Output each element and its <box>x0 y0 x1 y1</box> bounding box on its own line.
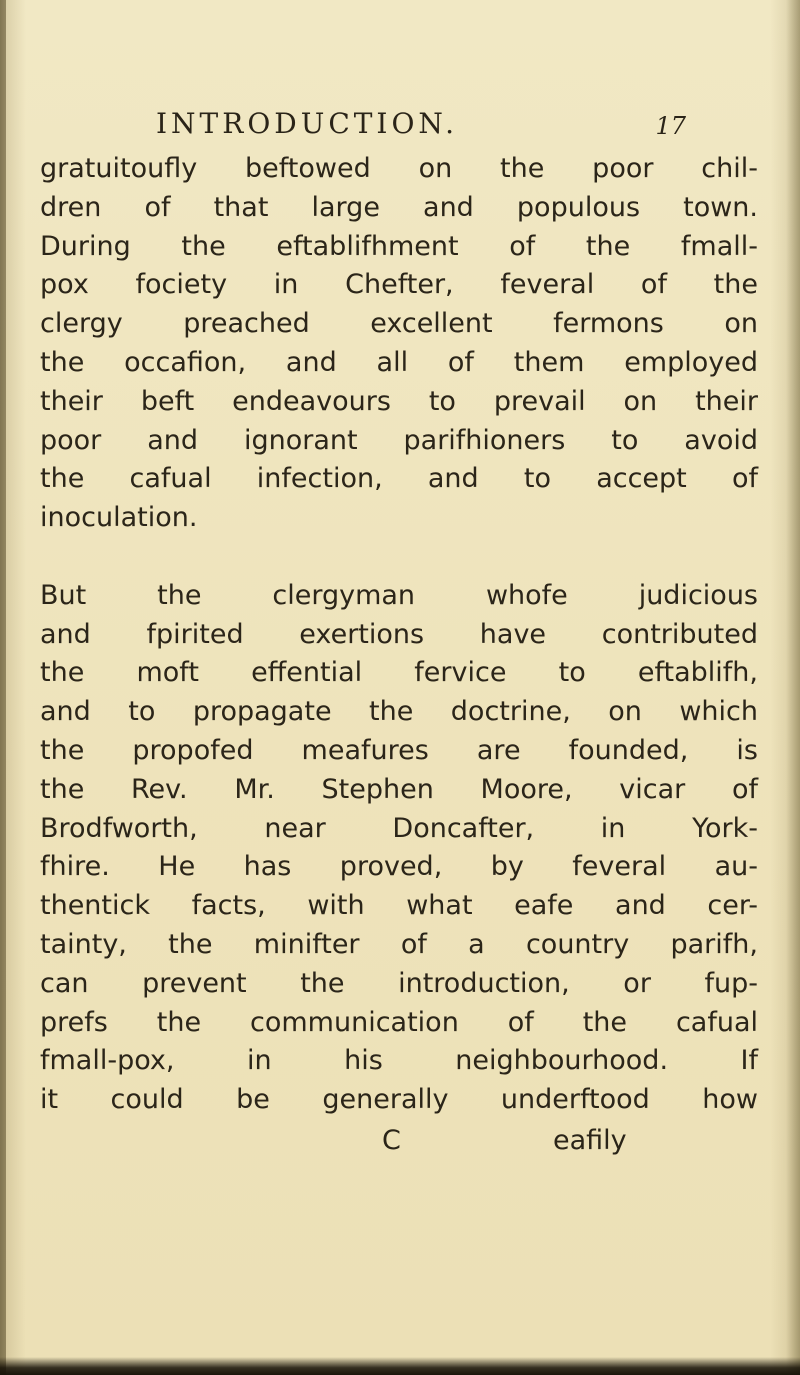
text-line: thentick facts, with what eafe and cer- <box>40 890 758 922</box>
page-gutter-shadow <box>0 0 6 1375</box>
text-line: fhire. He has proved, by feveral au- <box>40 851 758 883</box>
text-line: the moft effential fervice to eftablifh, <box>40 657 758 689</box>
text-line: the occafion, and all of them employed <box>40 346 758 378</box>
text-line: the propofed meafures are founded, is <box>40 734 758 766</box>
page-edge-shadow <box>786 0 800 1375</box>
scan-bottom-edge <box>0 1357 800 1375</box>
text-line: clergy preached excellent fermons on <box>40 308 758 340</box>
running-title: INTRODUCTION. <box>156 107 459 140</box>
text-line: and fpirited exertions have contributed <box>40 618 758 650</box>
text-line: fmall-pox, in his neighbourhood. If <box>40 1045 758 1077</box>
text-line: can prevent the introduction, or fup- <box>40 967 758 999</box>
text-line: and to propagate the doctrine, on which <box>40 696 758 728</box>
text-line: pox fociety in Chefter, feveral of the <box>40 269 758 301</box>
catchword: eafily <box>553 1125 627 1156</box>
text-line: it could be generally underftood how <box>40 1084 758 1116</box>
page-header <box>156 104 686 144</box>
text-line: dren of that large and populous town. <box>40 191 758 223</box>
text-line: poor and ignorant parifhioners to avoid <box>40 424 758 456</box>
text-line: prefs the communication of the cafual <box>40 1006 758 1038</box>
paragraph-2 <box>40 577 758 1120</box>
page-number: 17 <box>655 112 686 140</box>
text-line: gratuitoufly beftowed on the poor chil- <box>40 153 758 184</box>
text-line: inoculation. <box>40 502 198 534</box>
text-line: During the eftablifhment of the fmall- <box>40 230 758 262</box>
text-line: tainty, the minifter of a country parifh, <box>40 928 758 960</box>
text-line: the Rev. Mr. Stephen Moore, vicar of <box>40 773 758 805</box>
paragraph-1 <box>40 150 758 538</box>
signature-mark: C <box>382 1125 401 1156</box>
text-line: Brodfworth, near Doncafter, in York- <box>40 812 758 844</box>
text-line: the cafual infection, and to accept of <box>40 463 758 495</box>
text-line: But the clergyman whofe judicious <box>40 579 758 611</box>
text-line: their beft endeavours to prevail on their <box>40 385 758 417</box>
body-text <box>40 150 758 1120</box>
